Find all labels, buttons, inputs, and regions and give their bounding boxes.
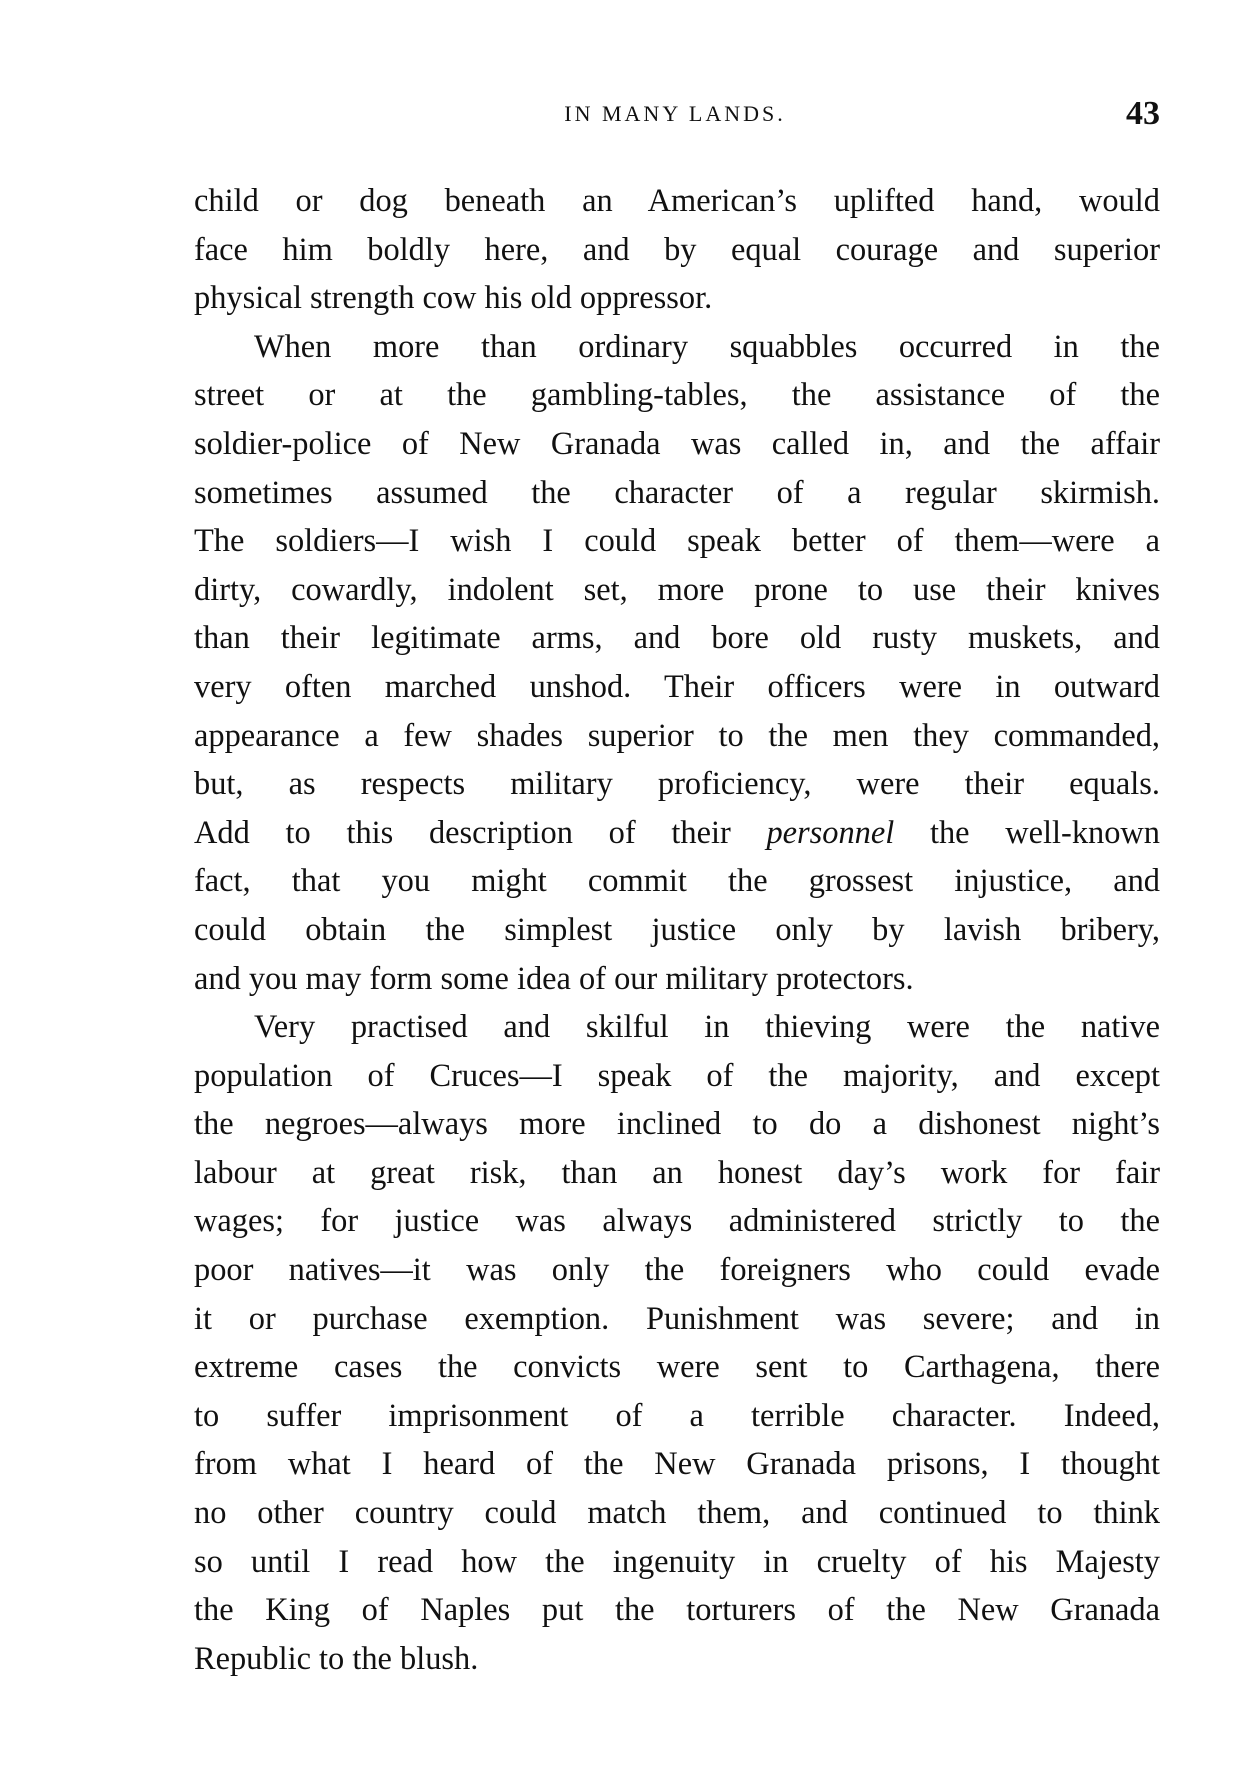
text-line: sometimes assumed the character of a regular skirmish. (194, 474, 1160, 511)
text-line: face him boldly here, and by equal courage and superior (194, 231, 1160, 268)
text-line: and you may form some idea of our military protectors. (194, 960, 914, 997)
text-line: very often marched unshod. Their officers were in outward (194, 668, 1160, 705)
running-head: IN MANY LANDS. (564, 101, 786, 126)
text-line: Republic to the blush. (194, 1640, 479, 1677)
paragraph (194, 323, 1160, 1003)
text-line: the negroes—always more inclined to do a dishonest night’s (194, 1106, 1160, 1143)
text-line: no other country could match them, and continued to think (194, 1495, 1160, 1532)
text-line: The soldiers—I wish I could speak better of them—were a (194, 523, 1160, 560)
text-line: than their legitimate arms, and bore old rusty muskets, and (194, 620, 1160, 657)
text-line: the King of Naples put the torturers of the New Granada (194, 1592, 1160, 1629)
text-line: physical strength cow his old oppressor. (194, 280, 713, 317)
text-line: fact, that you might commit the grossest injustice, and (194, 863, 1160, 900)
text-line: Add to this description of their personnel the well-known (194, 814, 1160, 851)
text-line: soldier-police of New Granada was called in, and the affair (194, 425, 1160, 462)
text-line: from what I heard of the New Granada prisons, I thought (194, 1446, 1160, 1483)
italic-word: personnel (766, 814, 895, 851)
text-line: poor natives—it was only the foreigners who could evade (194, 1252, 1160, 1289)
text-line: could obtain the simplest justice only by lavish bribery, (194, 911, 1160, 948)
page-header (190, 95, 1160, 135)
text-line: appearance a few shades superior to the men they commanded, (194, 717, 1160, 754)
text-line: dirty, cowardly, indolent set, more prone to use their knives (194, 571, 1160, 608)
text-line: extreme cases the convicts were sent to Carthagena, there (194, 1349, 1160, 1386)
text-line: to suffer imprisonment of a terrible character. Indeed, (194, 1397, 1160, 1434)
text-line: so until I read how the ingenuity in cruelty of his Majesty (194, 1543, 1160, 1580)
body-text (194, 177, 1160, 1683)
text-line: When more than ordinary squabbles occurred in the (254, 328, 1160, 365)
text-line: child or dog beneath an American’s uplifted hand, would (194, 183, 1160, 219)
paragraph (194, 1003, 1160, 1683)
text-line: Very practised and skilful in thieving were the native (254, 1009, 1160, 1046)
page-number: 43 (1126, 95, 1160, 132)
text-line: it or purchase exemption. Punishment was severe; and in (194, 1300, 1160, 1337)
text-line: wages; for justice was always administered strictly to the (194, 1203, 1160, 1240)
text-line: street or at the gambling-tables, the assistance of the (194, 377, 1160, 414)
text-line: but, as respects military proficiency, were their equals. (194, 766, 1160, 803)
paragraph (194, 177, 1160, 323)
text-line: labour at great risk, than an honest day’s work for fair (194, 1154, 1160, 1191)
text-line: population of Cruces—I speak of the majority, and except (194, 1057, 1160, 1094)
